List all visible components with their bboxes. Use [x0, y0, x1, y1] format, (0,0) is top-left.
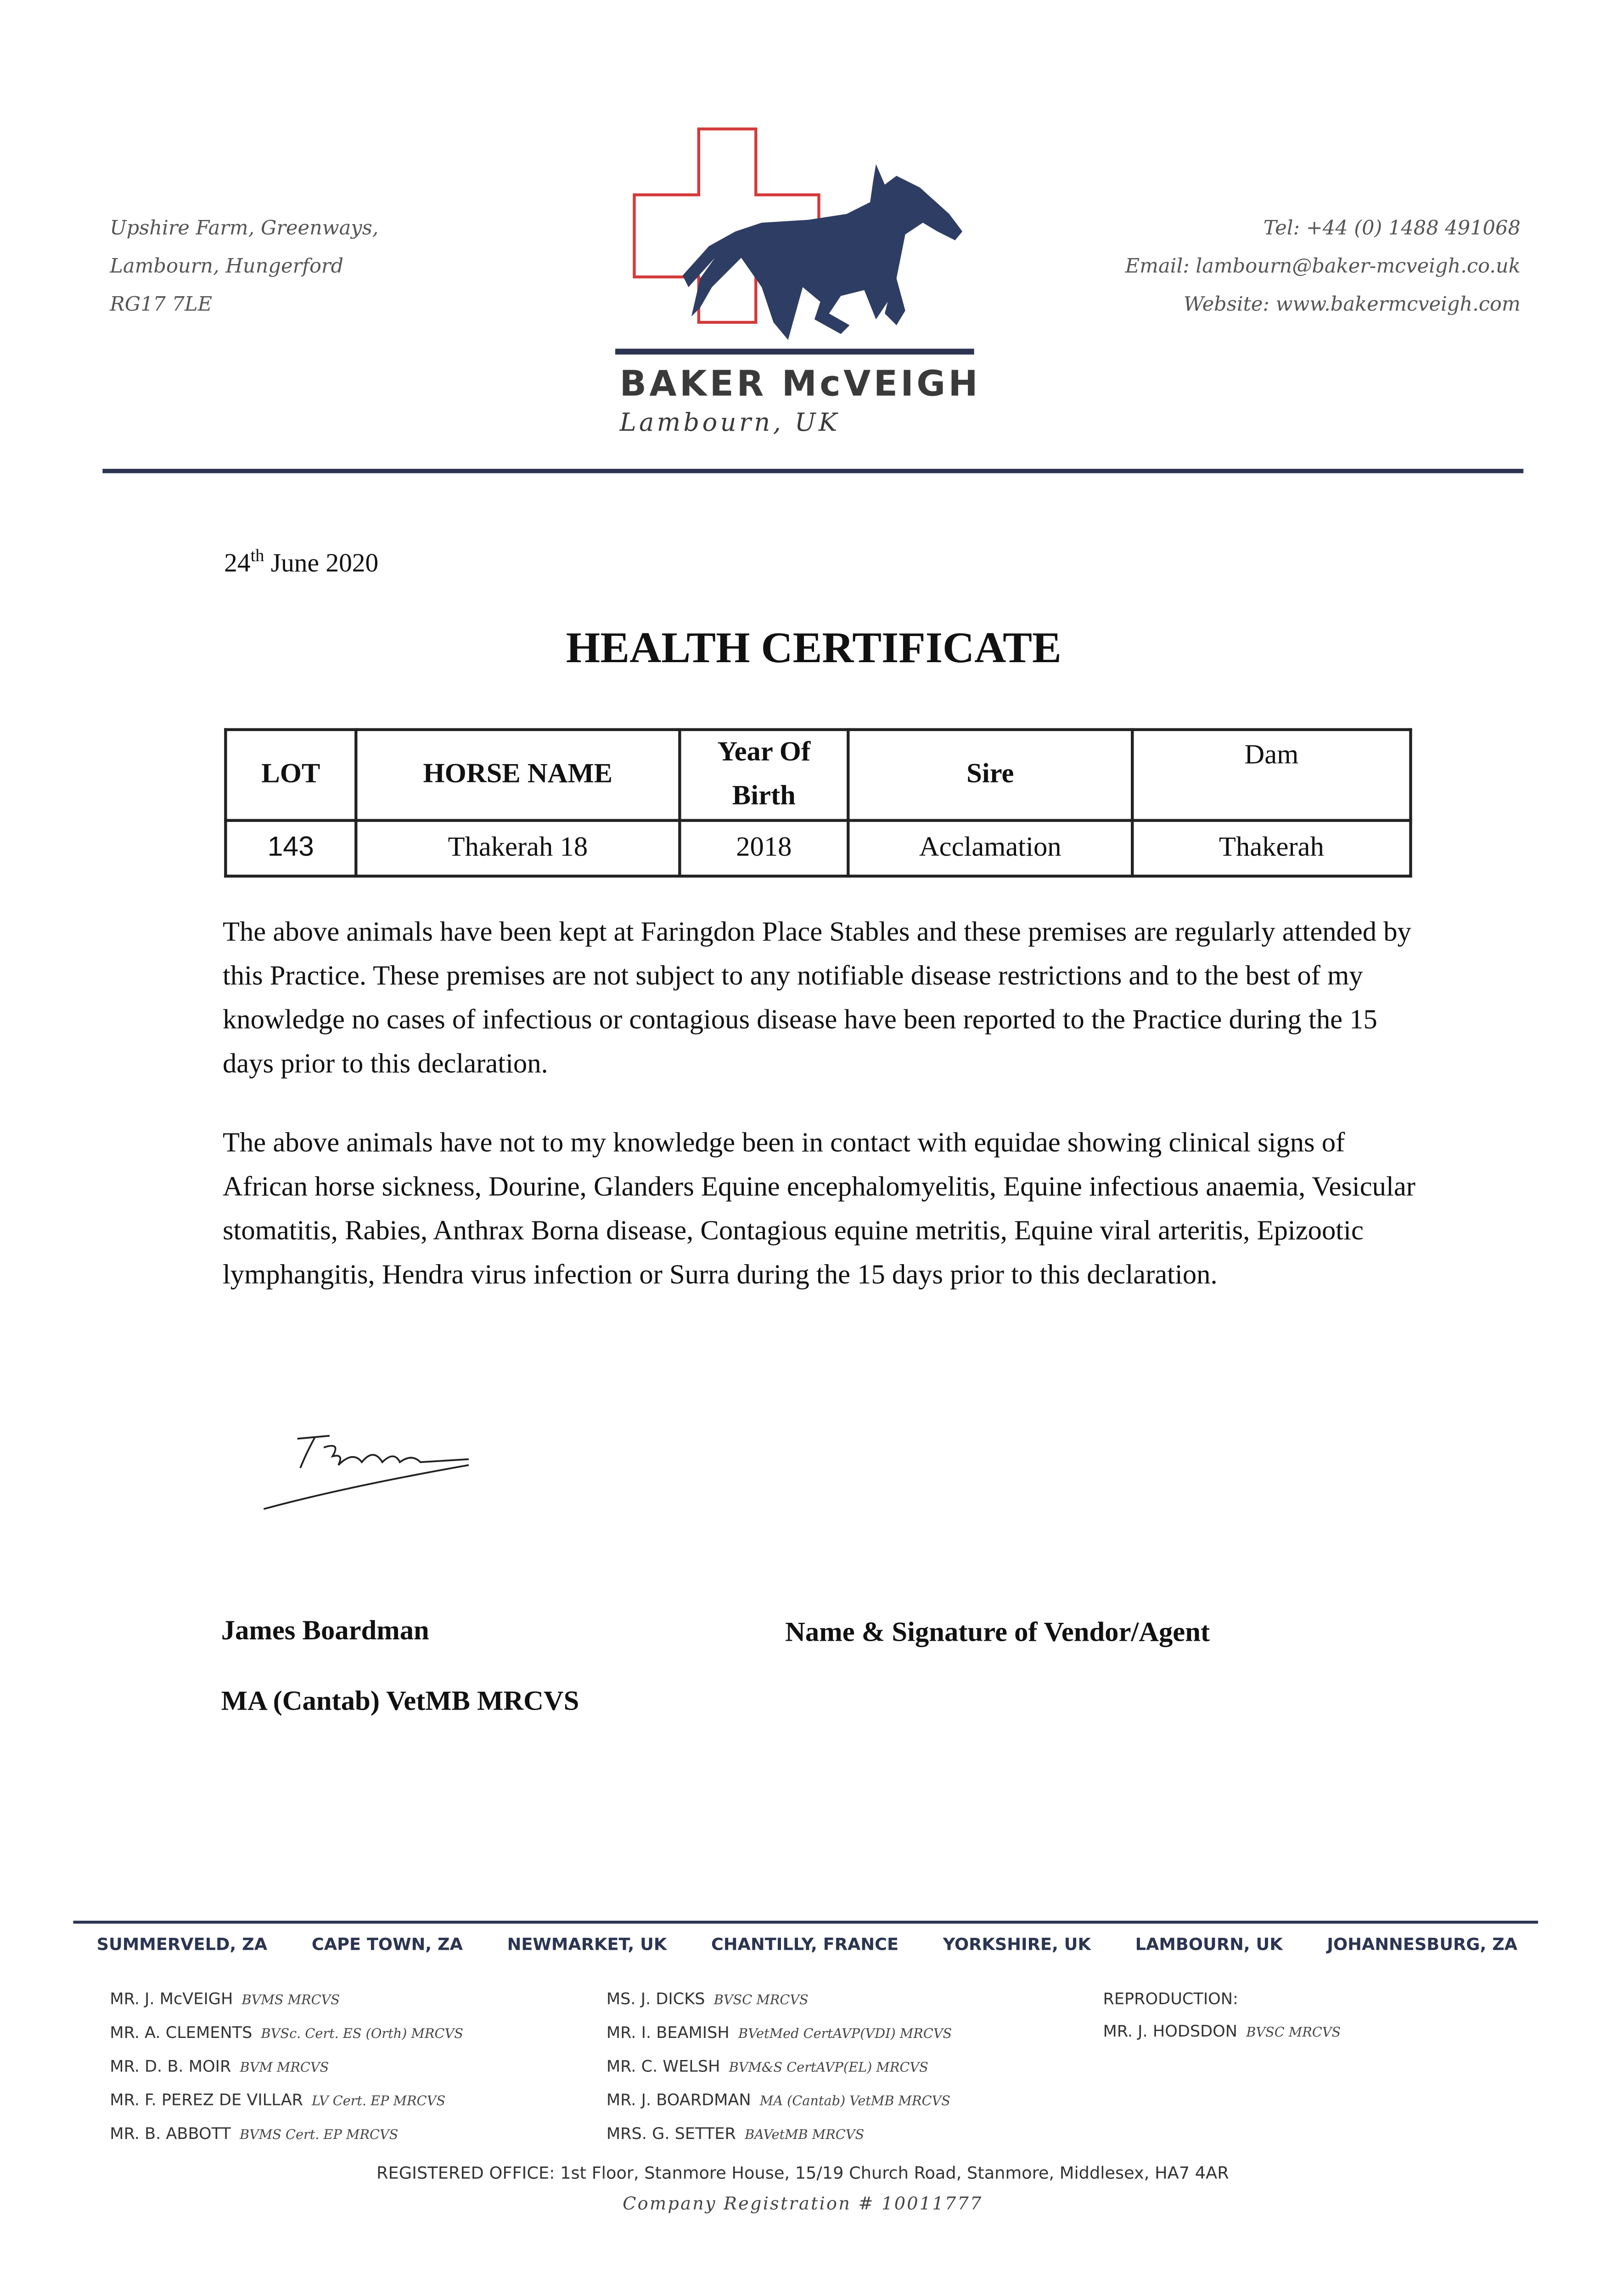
date-rest: June 2020 — [264, 548, 379, 578]
table-row — [225, 821, 1410, 876]
header-horse-name: HORSE NAME — [356, 730, 680, 821]
staff-qualification: BVSC MRCVS — [713, 1994, 809, 2009]
staff-member — [607, 1984, 952, 2017]
staff-name: MR. F. PEREZ DE VILLAR — [110, 2090, 303, 2110]
date-suffix: th — [250, 545, 264, 566]
staff-qualification: BVMS MRCVS — [241, 1994, 340, 2009]
website: Website: www.bakermcveigh.com — [1183, 293, 1521, 317]
staff-name: MR. J. BOARDMAN — [606, 2090, 751, 2110]
address-line: RG17 7LE — [110, 293, 213, 317]
address-line: Upshire Farm, Greenways, — [110, 217, 379, 241]
staff-list-1 — [110, 1984, 463, 2152]
premises-statement: The above animals have been kept at Faringdon Place Stables and these premises are regularly attended by this Practice. These premises are not subject to any notifiable disease restrictions and to the best of my knowledge no cases of infectious or contagious disease have been reported to the Practice during the 15 days prior to this declaration. — [222, 917, 1411, 1080]
vet-signature — [256, 1421, 490, 1516]
staff-qualification: BAVetMB MRCVS — [745, 2128, 865, 2144]
staff-member — [110, 2017, 463, 2051]
header-year-of-birth: Year Of Birth — [680, 730, 848, 821]
address-line: Lambourn, Hungerford — [110, 255, 344, 279]
date-day: 24 — [224, 548, 251, 578]
city: JOHANNESBURG, ZA — [1327, 1934, 1518, 1955]
staff-qualification: BVM MRCVS — [240, 2061, 329, 2076]
certificate-date — [224, 545, 378, 579]
reproduction-label: REPRODUCTION: — [1103, 1989, 1238, 2009]
staff-member — [110, 2085, 463, 2118]
staff-name: MR. B. ABBOTT — [110, 2124, 231, 2144]
staff-name: MRS. G. SETTER — [606, 2124, 736, 2144]
city: YORKSHIRE, UK — [943, 1934, 1091, 1955]
cell-year-of-birth: 2018 — [680, 821, 848, 876]
cell-horse-name: Thakerah 18 — [356, 821, 680, 876]
city: CHANTILLY, FRANCE — [711, 1934, 899, 1955]
staff-qualification: MA (Cantab) VetMB MRCVS — [759, 2095, 950, 2110]
footer-divider — [73, 1921, 1539, 1924]
vet-qualifications: MA (Cantab) VetMB MRCVS — [221, 1686, 579, 1717]
practice-address — [110, 209, 378, 324]
staff-qualification: LV Cert. EP MRCVS — [312, 2095, 446, 2110]
cell-dam: Thakerah — [1132, 821, 1410, 876]
city: SUMMERVELD, ZA — [96, 1934, 268, 1955]
contact-statement: The above animals have not to my knowledge been in contact with equidae showing clinical signs of African horse sickness, Dourine, Glanders Equine encephalomyelitis, Equine infectious anaemia, Vesicular stomatitis, Rabies, Anthrax Borna disease, Contagious equine metritis, Equine viral arteritis, Epizootic lymphangitis, Hendra virus infection or Surra during the 15 days prior to this declaration. — [222, 1128, 1415, 1291]
staff-name: MR. A. CLEMENTS — [110, 2023, 253, 2043]
document-title: HEALTH CERTIFICATE — [566, 624, 1061, 673]
branch-locations — [97, 1934, 1518, 1954]
staff-member — [607, 2118, 952, 2152]
city: NEWMARKET, UK — [507, 1934, 667, 1955]
staff-qualification: BVMS Cert. EP MRCVS — [239, 2128, 399, 2144]
staff-member — [607, 2051, 952, 2085]
cell-lot: 143 — [225, 821, 356, 876]
staff-qualification: BVetMed CertAVP(VDI) MRCVS — [738, 2027, 952, 2043]
vendor-signature-label: Name & Signature of Vendor/Agent — [785, 1617, 1210, 1649]
staff-list-2 — [607, 1984, 952, 2152]
contact-info — [1125, 209, 1521, 324]
staff-member — [607, 2085, 952, 2118]
staff-qualification: BVSC MRCVS — [1246, 2026, 1341, 2041]
cell-sire: Acclamation — [848, 821, 1132, 876]
email: Email: lambourn@baker-mcveigh.co.uk — [1125, 255, 1521, 279]
phone: Tel: +44 (0) 1488 491068 — [1263, 217, 1521, 241]
header-dam: Dam — [1132, 730, 1410, 821]
brand-name: BAKER McVEIGH — [619, 363, 981, 405]
staff-name: MR. J. HODSDON — [1103, 2021, 1238, 2041]
staff-list-reproduction — [1103, 1984, 1341, 2050]
header-sire: Sire — [848, 730, 1132, 821]
staff-name: MR. D. B. MOIR — [110, 2057, 231, 2076]
staff-qualification: BVM&S CertAVP(EL) MRCVS — [729, 2061, 928, 2076]
registered-office: REGISTERED OFFICE: 1st Floor, Stanmore House, 15/19 Church Road, Stanmore, Middlesex, HA7 4AR — [376, 2162, 1229, 2183]
header-divider — [102, 469, 1523, 473]
city: CAPE TOWN, ZA — [311, 1934, 463, 1955]
company-registration: Company Registration # 10011777 — [623, 2193, 983, 2214]
vet-name: James Boardman — [221, 1616, 429, 1647]
staff-member — [110, 2118, 463, 2152]
staff-name: MR. J. McVEIGH — [110, 1989, 233, 2009]
staff-member — [110, 1984, 463, 2017]
city: LAMBOURN, UK — [1135, 1934, 1283, 1955]
staff-name: MR. C. WELSH — [606, 2057, 720, 2076]
staff-qualification: BVSc. Cert. ES (Orth) MRCVS — [261, 2027, 463, 2043]
staff-member — [1103, 2016, 1341, 2049]
staff-member — [607, 2017, 952, 2051]
brand-location: Lambourn, UK — [619, 409, 840, 438]
horse-details-table — [224, 728, 1412, 878]
staff-name: MR. I. BEAMISH — [606, 2023, 730, 2043]
table-header-row — [225, 730, 1410, 821]
staff-name: MS. J. DICKS — [606, 1989, 705, 2009]
staff-member — [110, 2051, 463, 2085]
header-lot: LOT — [225, 730, 356, 821]
